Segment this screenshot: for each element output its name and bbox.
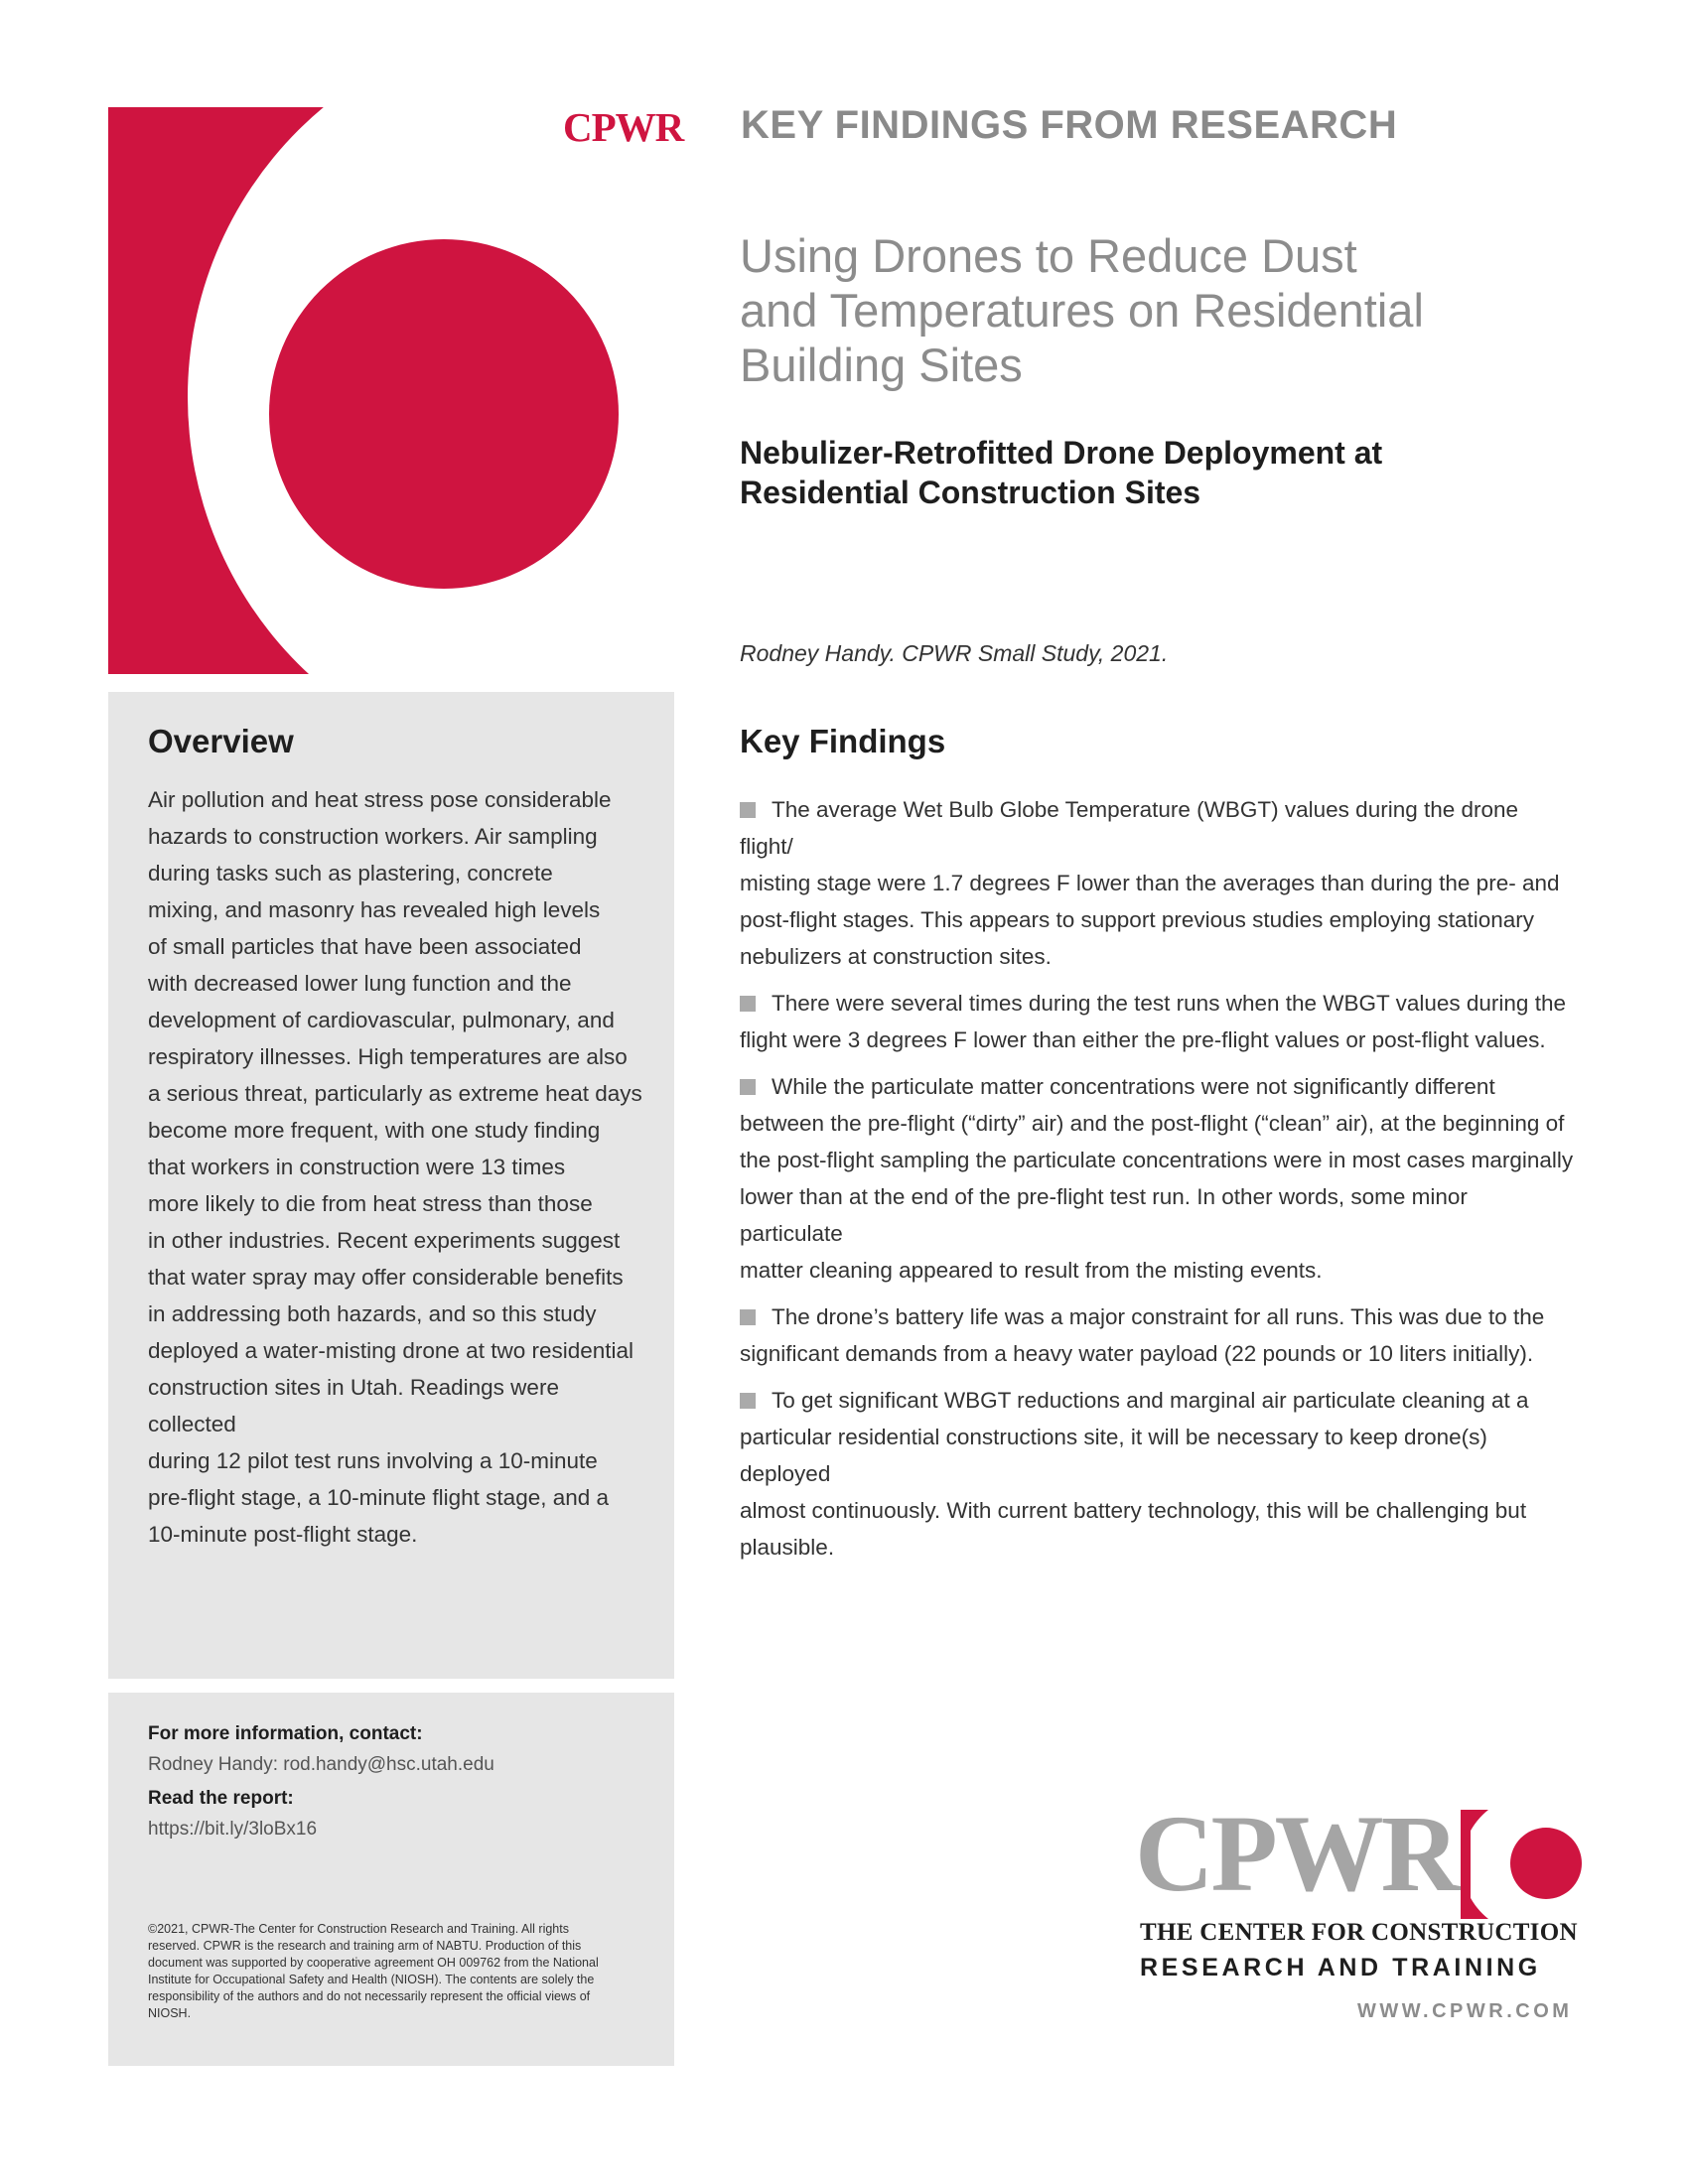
decorative-logo-graphic xyxy=(108,107,675,674)
finding-line: significant demands from a heavy water payload (22 pounds or 10 liters initially). xyxy=(740,1341,1534,1366)
legal-line: NIOSH. xyxy=(148,2006,192,2020)
finding-text: The average Wet Bulb Globe Temperature (WBGT) values during the drone flight/ xyxy=(740,797,1519,859)
finding-item xyxy=(740,1382,1574,1566)
overview-body xyxy=(148,781,649,1553)
legal-line: Institute for Occupational Safety and Health (NIOSH). The contents are solely the xyxy=(148,1973,595,1986)
legal-line: reserved. CPWR is the research and training arm of NABTU. Production of this xyxy=(148,1939,582,1953)
square-bullet-icon xyxy=(740,1079,756,1095)
square-bullet-icon xyxy=(740,1393,756,1409)
overview-line: more likely to die from heat stress than those xyxy=(148,1191,593,1216)
finding-line xyxy=(740,791,1574,865)
brand-logo-text: CPWR xyxy=(563,104,684,150)
overview-line: 10-minute post-flight stage. xyxy=(148,1522,418,1547)
finding-line: between the pre-flight (“dirty” air) and the post-flight (“clean” air), at the beginning of xyxy=(740,1111,1565,1136)
legal-line: responsibility of the authors and do not necessarily represent the official views of xyxy=(148,1989,591,2003)
header-title: KEY FINDINGS FROM RESEARCH xyxy=(741,103,1398,147)
website-link[interactable]: WWW.CPWR.COM xyxy=(1357,2000,1573,2022)
finding-line xyxy=(740,1298,1574,1335)
overview-line: hazards to construction workers. Air sampling xyxy=(148,824,598,849)
overview-line: construction sites in Utah. Readings were collected xyxy=(148,1375,559,1436)
finding-item xyxy=(740,1298,1574,1372)
finding-line xyxy=(740,1068,1574,1105)
report-link[interactable]: https://bit.ly/3loBx16 xyxy=(148,1819,318,1840)
finding-line xyxy=(740,1382,1574,1419)
finding-item xyxy=(740,1068,1574,1289)
finding-line: the post-flight sampling the particulate concentrations were in most cases marginally xyxy=(740,1148,1574,1172)
title-line: Using Drones to Reduce Dust xyxy=(740,229,1357,282)
overview-line: in addressing both hazards, and so this study xyxy=(148,1301,597,1326)
legal-notice xyxy=(148,1921,634,2022)
finding-line: nebulizers at construction sites. xyxy=(740,944,1052,969)
subtitle-line: Nebulizer-Retrofitted Drone Deployment at xyxy=(740,435,1383,471)
finding-item xyxy=(740,985,1574,1058)
footer-logo-wordmark: CPWR xyxy=(1135,1793,1458,1914)
square-bullet-icon xyxy=(740,996,756,1012)
finding-line: post-flight stages. This appears to support previous studies employing stationary xyxy=(740,907,1535,932)
more-info-label: For more information, contact: xyxy=(148,1723,423,1744)
finding-line: matter cleaning appeared to result from the misting events. xyxy=(740,1258,1323,1283)
finding-line xyxy=(740,985,1574,1022)
cpwr-mark-icon xyxy=(1461,1810,1584,1919)
document-title xyxy=(740,228,1614,392)
key-findings-list xyxy=(740,791,1574,1575)
footer-logo-line1: THE CENTER FOR CONSTRUCTION xyxy=(1140,1919,1578,1946)
finding-text: The drone’s battery life was a major constraint for all runs. This was due to the xyxy=(772,1304,1545,1329)
overview-line: mixing, and masonry has revealed high levels xyxy=(148,897,601,922)
finding-text: While the particulate matter concentrations were not significantly different xyxy=(772,1074,1495,1099)
legal-line: ©2021, CPWR-The Center for Construction Research and Training. All rights xyxy=(148,1922,569,1936)
overview-line: of small particles that have been associated xyxy=(148,934,582,959)
finding-line: particular residential constructions site, it will be necessary to keep drone(s) deployed xyxy=(740,1425,1487,1486)
overview-line: pre-flight stage, a 10-minute flight stage, and a xyxy=(148,1485,610,1510)
overview-line: with decreased lower lung function and the xyxy=(148,971,572,996)
title-line: and Temperatures on Residential xyxy=(740,284,1424,337)
read-report-label: Read the report: xyxy=(148,1788,294,1809)
overview-line: Air pollution and heat stress pose considerable xyxy=(148,787,612,812)
overview-line: during 12 pilot test runs involving a 10-minute xyxy=(148,1448,598,1473)
footer-logo-line2: RESEARCH AND TRAINING xyxy=(1140,1954,1541,1981)
overview-heading: Overview xyxy=(148,723,294,759)
overview-line: become more frequent, with one study finding xyxy=(148,1118,601,1143)
overview-line: that workers in construction were 13 times xyxy=(148,1155,566,1179)
finding-line: lower than at the end of the pre-flight test run. In other words, some minor particulate xyxy=(740,1184,1468,1246)
overview-line: in other industries. Recent experiments suggest xyxy=(148,1228,621,1253)
legal-line: document was supported by cooperative agreement OH 009762 from the National xyxy=(148,1956,599,1970)
subtitle-line: Residential Construction Sites xyxy=(740,475,1201,510)
finding-text: There were several times during the test runs when the WBGT values during the xyxy=(772,991,1566,1016)
finding-text: To get significant WBGT reductions and marginal air particulate cleaning at a xyxy=(772,1388,1529,1413)
finding-line: plausible. xyxy=(740,1535,835,1560)
finding-line: flight were 3 degrees F lower than either the pre-flight values or post-flight values. xyxy=(740,1027,1546,1052)
square-bullet-icon xyxy=(740,1309,756,1325)
finding-line: misting stage were 1.7 degrees F lower than the averages than during the pre- and xyxy=(740,871,1560,895)
title-line: Building Sites xyxy=(740,339,1023,391)
citation: Rodney Handy. CPWR Small Study, 2021. xyxy=(740,640,1169,666)
overview-line: during tasks such as plastering, concrete xyxy=(148,861,553,886)
document-subtitle xyxy=(740,433,1614,512)
overview-line: deployed a water-misting drone at two residential xyxy=(148,1338,634,1363)
contact-email[interactable]: Rodney Handy: rod.handy@hsc.utah.edu xyxy=(148,1754,494,1775)
overview-line: respiratory illnesses. High temperatures are also xyxy=(148,1044,628,1069)
square-bullet-icon xyxy=(740,802,756,818)
overview-line: a serious threat, particularly as extreme heat days xyxy=(148,1081,642,1106)
key-findings-heading: Key Findings xyxy=(740,723,946,759)
finding-item xyxy=(740,791,1574,975)
overview-line: that water spray may offer considerable benefits xyxy=(148,1265,624,1290)
overview-line: development of cardiovascular, pulmonary, and xyxy=(148,1008,615,1032)
finding-line: almost continuously. With current battery technology, this will be challenging but xyxy=(740,1498,1527,1523)
